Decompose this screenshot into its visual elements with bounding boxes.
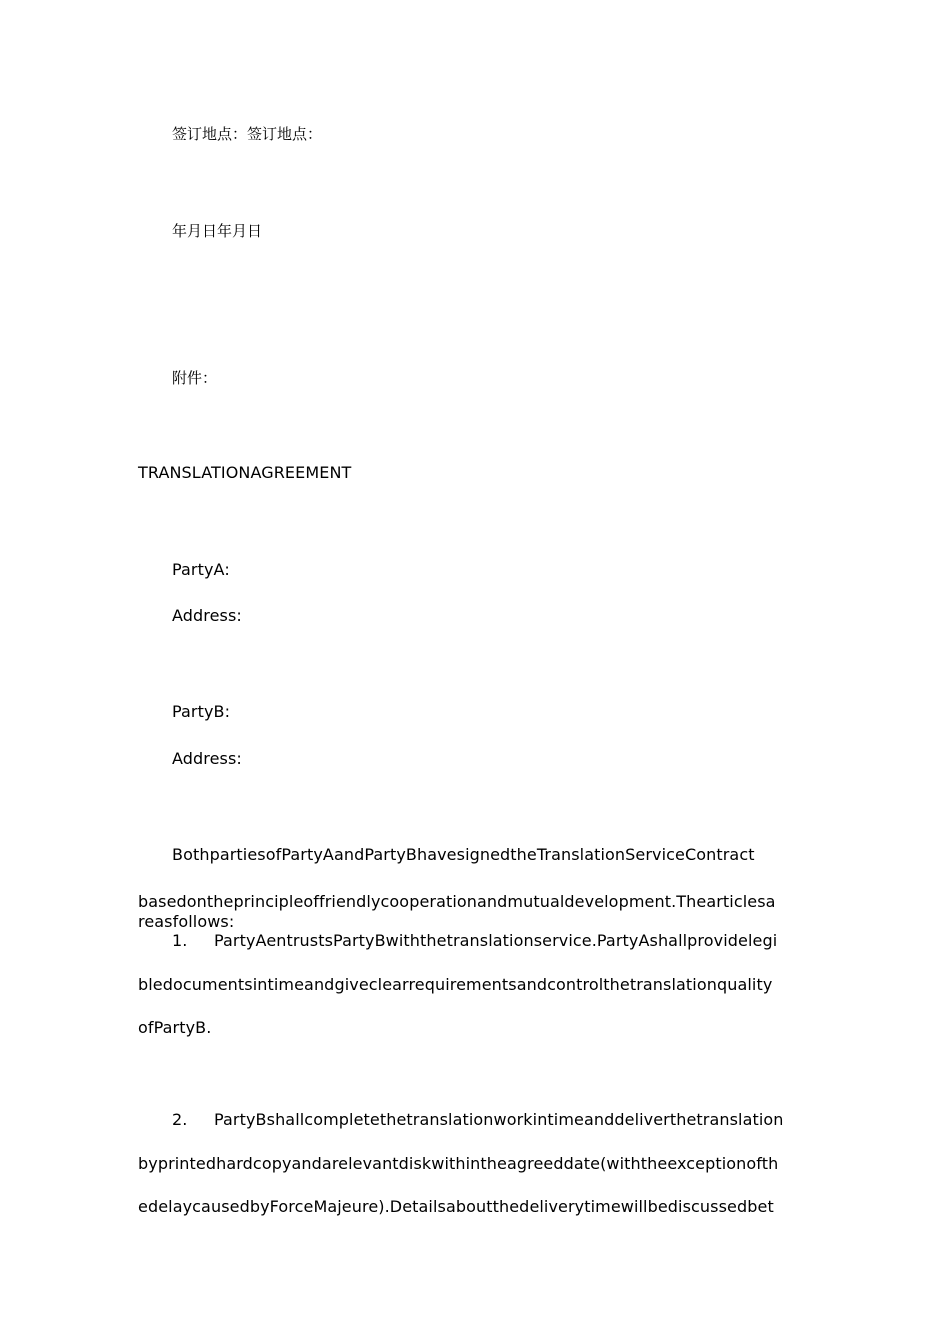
intro-paragraph-line-3: reasfollows: [138, 912, 235, 931]
attachment-label: 附件： [172, 369, 218, 387]
signing-date-label: 年月日年月日 [172, 222, 263, 240]
party-a-address-label: Address: [172, 606, 242, 625]
intro-paragraph-line-1: BothpartiesofPartyAandPartyBhavesignedtheTranslationServiceContract [172, 845, 755, 864]
agreement-title: TRANSLATIONAGREEMENT [138, 463, 352, 482]
clause-1-line-2: bledocumentsintimeandgiveclearrequirementsandcontrolthetranslationquality [138, 975, 773, 994]
party-a-label: PartyA: [172, 560, 230, 579]
clause-1-number: 1. [172, 931, 188, 950]
clause-1-line-3: ofPartyB. [138, 1018, 212, 1037]
clause-2-line-3: edelaycausedbyForceMajeure).Detailsaboutthedeliverytimewillbediscussedbet [138, 1197, 774, 1216]
signing-place-label: 签订地点：签订地点： [172, 125, 323, 143]
party-b-label: PartyB: [172, 702, 231, 721]
clause-2-line-2: byprintedhardcopyandarelevantdiskwithintheagreeddate(withtheexceptionofth [138, 1154, 779, 1173]
clause-1-line-1: PartyAentrustsPartyBwiththetranslationservice.PartyAshallprovidelegi [214, 931, 778, 950]
party-b-address-label: Address: [172, 749, 242, 768]
intro-paragraph-line-2: basedontheprincipleoffriendlycooperationandmutualdevelopment.Thearticlesa [138, 892, 776, 911]
clause-2-number: 2. [172, 1110, 188, 1129]
clause-2-line-1: PartyBshallcompletethetranslationworkintimeanddeliverthetranslation [214, 1110, 784, 1129]
